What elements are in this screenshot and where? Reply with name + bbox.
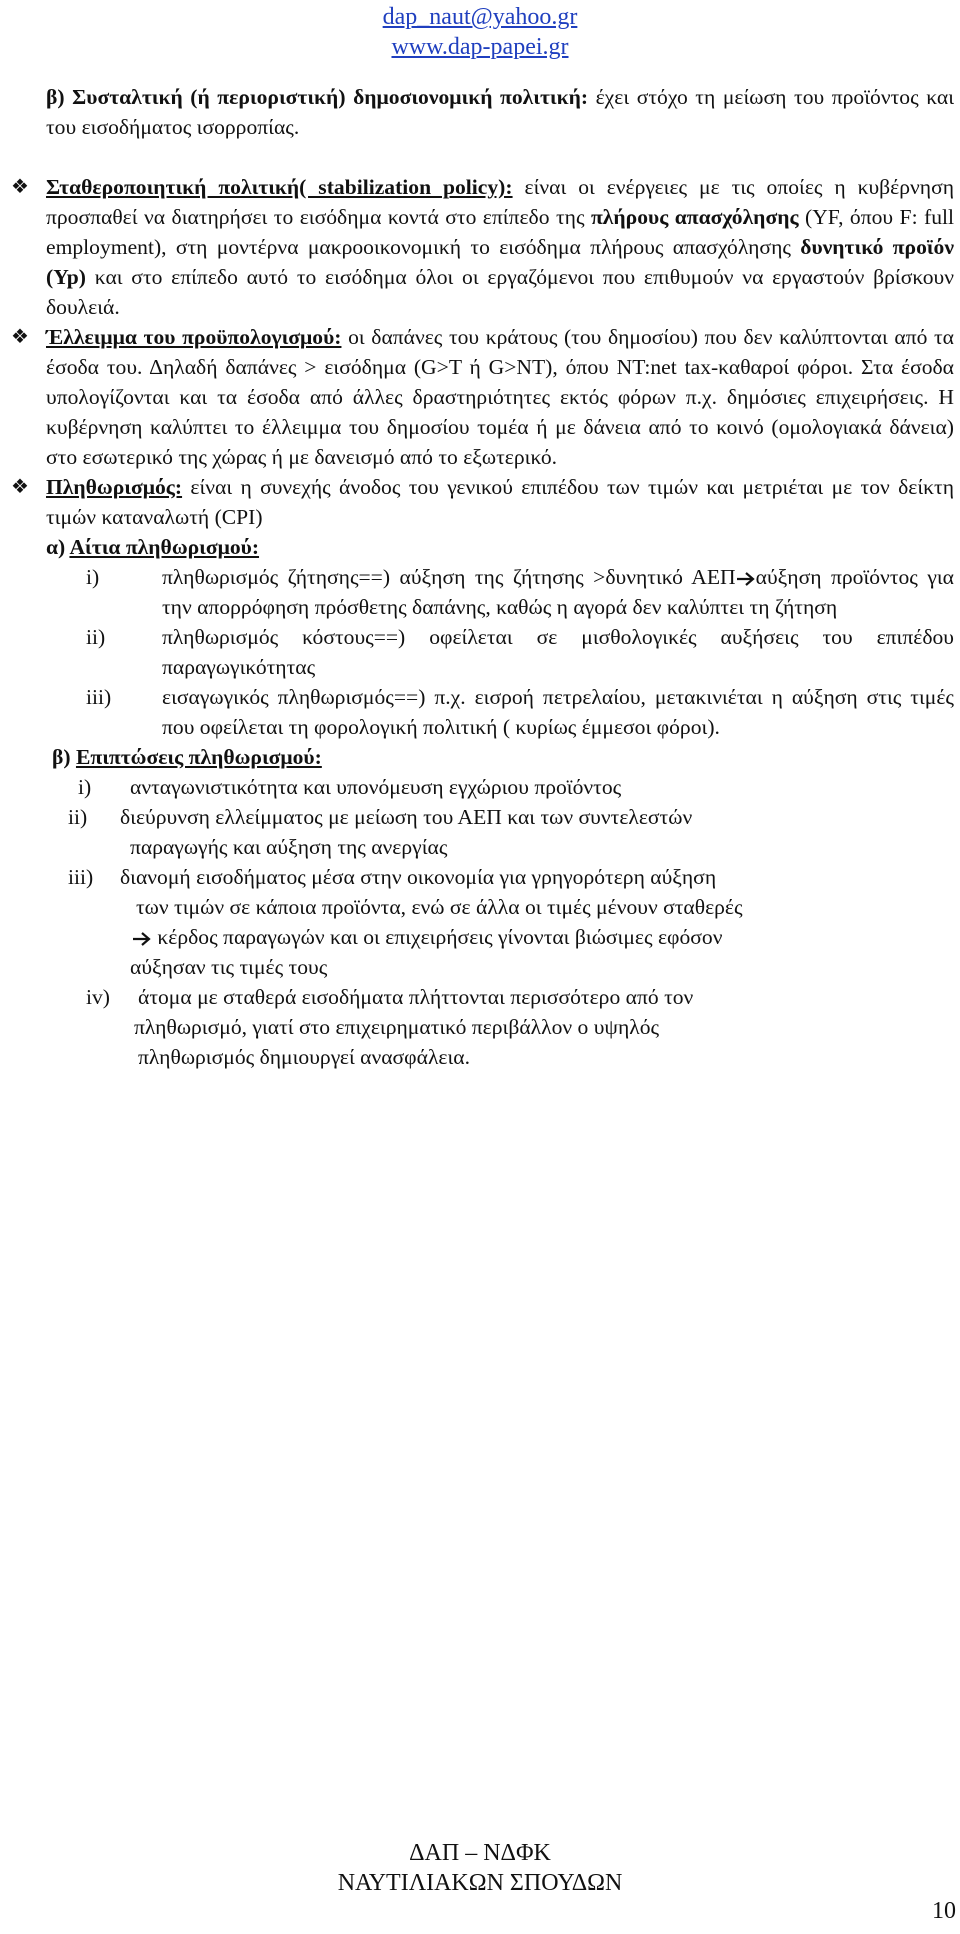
effect-text-continued: πληθωρισμός δημιουργεί ανασφάλεια. [138,1045,471,1069]
causes-heading-text: Αίτια πληθωρισμού: [69,535,260,559]
effects-heading-text: Επιπτώσεις πληθωρισμού: [75,745,322,769]
effect-text: ανταγωνιστικότητα και υπονόμευση εγχώριου προϊόντος [130,775,622,799]
cause-item-2 [46,622,954,682]
effect-item-3 [46,862,954,892]
cause-number: iii) [86,685,112,709]
cause-number: i) [86,565,100,589]
stabilization-text-1: είναι οι ενέργειες με τις οποίες η κυβέρνηση προσπαθεί να διατηρήσει το εισόδημα κοντά στο επίπεδο της [46,175,954,229]
stabilization-text-2: (YF, όπου F: full employment), στη μοντέρνα μακροοικονομική το εισόδημα πλήρους απασχόλησης [46,205,954,259]
cause-text: πληθωρισμός ζήτησης==) αύξηση της ζήτησης >δυνητικό ΑΕΠ αύξηση προϊόντος για την απορρόφηση πρόσθετης δαπάνης, καθώς η αγορά δεν καλύπτει τη ζήτηση [162,565,954,619]
intro-label: β) Συσταλτική (ή περιοριστική) δημοσιονομική πολιτική: [46,85,589,109]
header-email-link[interactable]: dap_naut@yahoo.gr [382,4,578,30]
intro-paragraph [46,82,954,142]
effect-text: διανομή εισοδήματος μέσα στην οικονομία για γρηγορότερη αύξηση [120,865,717,889]
effect-item-2 [46,802,954,832]
causes-heading [46,532,954,562]
effect-text-continued: κέρδος παραγωγών και οι επιχειρήσεις γίνονται βιώσιμες εφόσον [46,922,954,952]
effect-number: iv) [86,985,110,1009]
cause-text: εισαγωγικός πληθωρισμός==) π.χ. εισροή πετρελαίου, μετακινιέται η αύξηση στις τιμές που οφείλεται τη φορολογική πολιτική ( κυρίως έμμεσοι φόροι). [162,685,954,739]
cause-item-1 [46,562,954,622]
effects-prefix: β) [52,745,76,769]
causes-prefix: α) [46,535,70,559]
page-footer [0,1838,960,1898]
cause-item-3 [46,682,954,742]
stabilization-bold-1: πλήρους απασχόλησης [590,205,799,229]
effect-text-continued: παραγωγής και αύξηση της ανεργίας [130,835,448,859]
stabilization-text-3: και στο επίπεδο αυτό το εισόδημα όλοι οι εργαζόμενοι που επιθυμούν να εργαστούν βρίσκουν δουλειά. [46,265,954,319]
effect-text-continued: πληθωρισμό, γιατί στο επιχειρηματικό περιβάλλον ο υψηλός [134,1015,660,1039]
diamond-bullet-icon: ❖ [11,176,29,198]
stabilization-bold-2: δυνητικό προϊόν (Yp) [46,235,955,289]
effect-text-continued: των τιμών σε κάποια προϊόντα, ενώ σε άλλα οι τιμές μένουν σταθερές [136,895,743,919]
effect-text: άτομα με σταθερά εισοδήματα πλήττονται περισσότερο από τον [138,985,694,1009]
page-number: 10 [932,1898,956,1924]
intro-text: έχει στόχο τη μείωση του προϊόντος και του εισοδήματος ισορροπίας. [46,85,955,139]
header-website-link[interactable]: www.dap-papei.gr [391,34,569,60]
deficit-paragraph [11,322,954,472]
footer-line-2: ΝΑΥΤΙΛΙΑΚΩΝ ΣΠΟΥΔΩΝ [337,1870,623,1896]
diamond-bullet-icon: ❖ [11,476,29,498]
inflation-paragraph [11,472,954,532]
footer-line-1: ΔΑΠ – ΝΔΦΚ [409,1840,551,1866]
inflation-text: είναι η συνεχής άνοδος του γενικού επιπέδου των τιμών και μετριέται με τον δείκτη τιμών καταναλωτή (CPI) [46,475,954,529]
deficit-term: Έλλειμμα του προϋπολογισμού: [46,325,342,349]
inflation-term: Πληθωρισμός: [46,475,183,499]
effect-number: iii) [68,865,94,889]
cause-number: ii) [86,625,106,649]
effect-item-4 [46,982,954,1012]
document-body [11,82,955,1072]
effect-number: ii) [68,805,88,829]
effect-item-1 [46,772,954,802]
effect-number: i) [78,775,92,799]
diamond-bullet-icon: ❖ [11,326,29,348]
deficit-text: οι δαπάνες του κράτους (του δημοσίου) που δεν καλύπτονται από τα έσοδα του. Δηλαδή δαπάνες > εισόδημα (G>T ή G>NT), όπου NT:net tax-καθαροί φόροι. Στα έσοδα υπολογίζονται και τα έσοδα από άλλες δραστηριότητες εκτός φόρων π.χ. δημόσιες επιχειρήσεις. Η κυβέρνηση καλύπτει το έλλειμμα του δημοσίου τομέα ή με δάνεια από το κοινό (ομολογιακά δάνεια) στο εσωτερικό της χώρας ή με δανεισμό από το εξωτερικό. [46,325,954,469]
effect-text-continued: αύξησαν τις τιμές τους [130,955,328,979]
right-arrow-icon [736,571,756,587]
right-arrow-icon [132,931,152,947]
effect-text: διεύρυνση ελλείμματος με μείωση του ΑΕΠ και των συντελεστών [120,805,693,829]
effects-heading [46,742,954,772]
cause-text: πληθωρισμός κόστους==) οφείλεται σε μισθολογικές αυξήσεις του επιπέδου παραγωγικότητας [162,625,954,679]
stabilization-paragraph [11,172,955,322]
page-header [0,2,960,62]
stabilization-term: Σταθεροποιητική πολιτική( stabilization policy): [46,175,513,199]
